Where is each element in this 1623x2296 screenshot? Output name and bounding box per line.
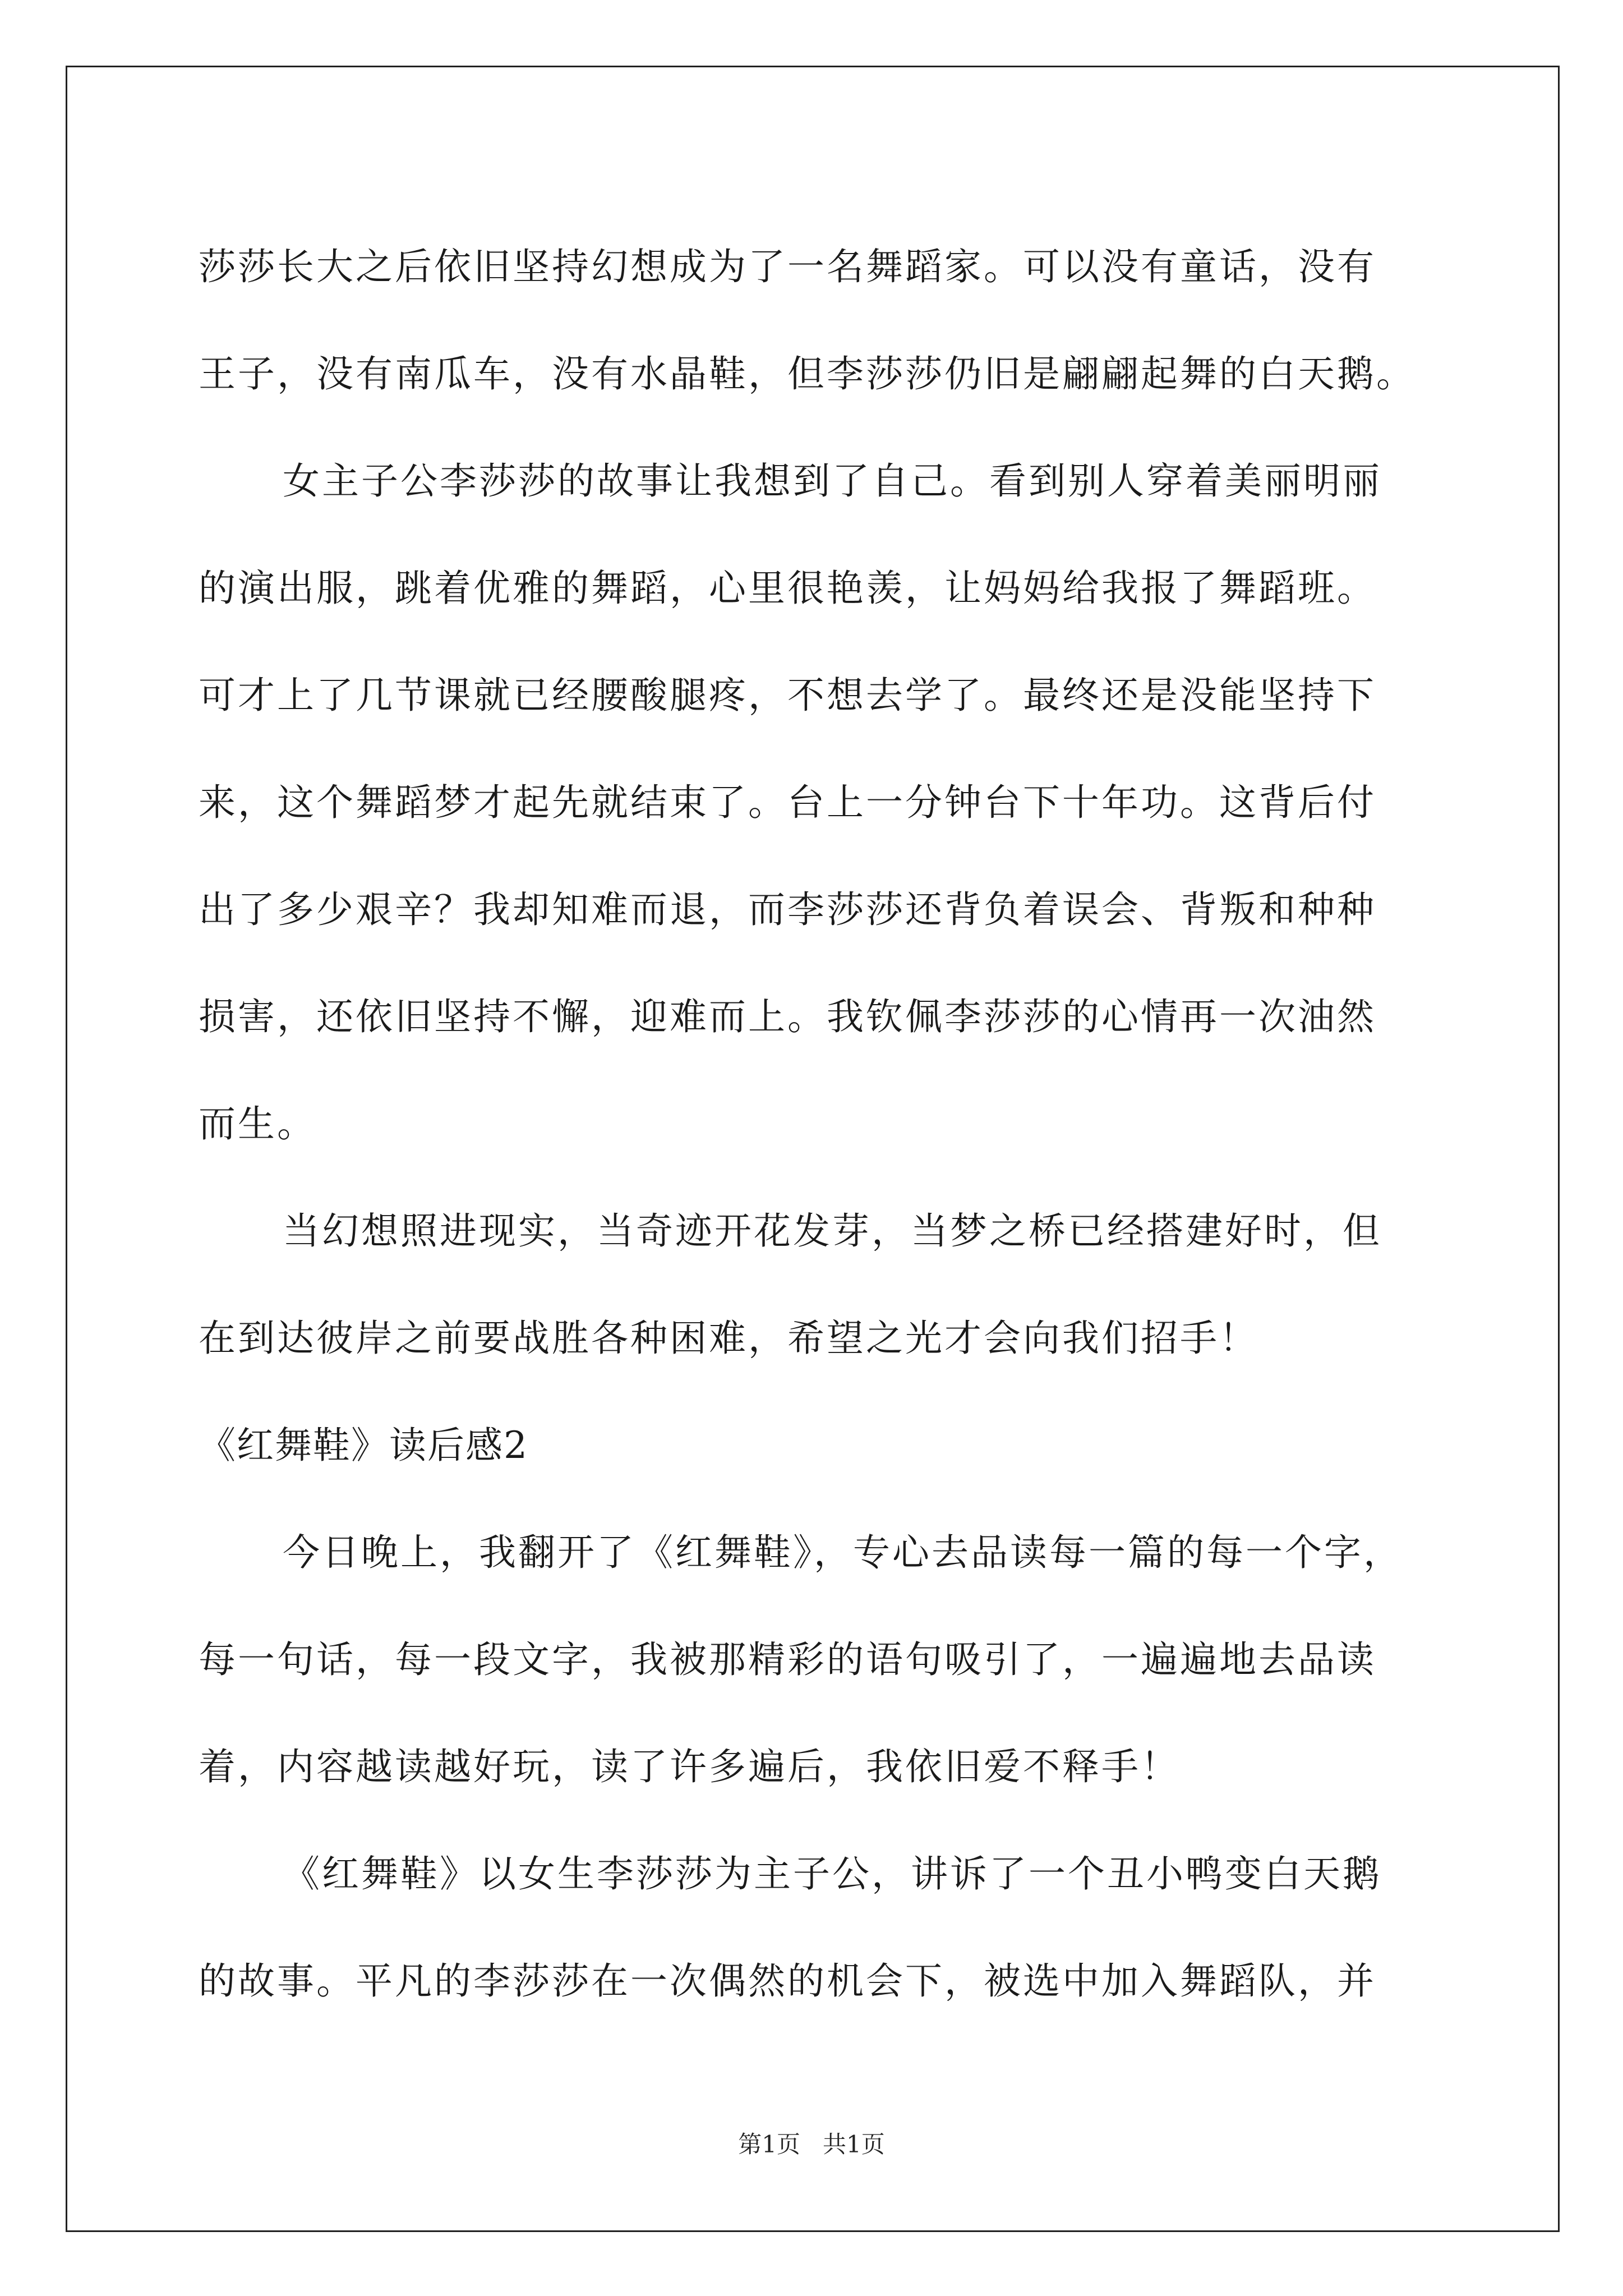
paragraph-start-line: 《红舞鞋》以女生李莎莎为主子公，讲诉了一个丑小鸭变白天鹅 bbox=[283, 1852, 1382, 1895]
page-footer bbox=[0, 2126, 1623, 2160]
text-line: 出了多少艰辛？我却知难而退，而李莎莎还背负着误会、背叛和种种 bbox=[199, 888, 1376, 931]
paragraph-start-line: 当幻想照进现实，当奇迹开花发芽，当梦之桥已经搭建好时，但 bbox=[283, 1209, 1382, 1253]
text-line: 来，这个舞蹈梦才起先就结束了。台上一分钟台下十年功。这背后付 bbox=[199, 781, 1376, 824]
paragraph-start-line: 女主子公李莎莎的故事让我想到了自己。看到别人穿着美丽明丽 bbox=[283, 459, 1382, 503]
document-body bbox=[199, 213, 1432, 2035]
page-number: 第1页 bbox=[738, 2131, 800, 2158]
text-line: 损害，还依旧坚持不懈，迎难而上。我钦佩李莎莎的心情再一次油然 bbox=[199, 995, 1376, 1038]
text-line: 的故事。平凡的李莎莎在一次偶然的机会下，被选中加入舞蹈队，并 bbox=[199, 1959, 1376, 2003]
paragraph-start-line: 今日晚上，我翻开了《红舞鞋》，专心去品读每一篇的每一个字， bbox=[283, 1531, 1403, 1574]
text-line: 在到达彼岸之前要战胜各种困难，希望之光才会向我们招手！ bbox=[199, 1317, 1258, 1360]
text-line: 而生。 bbox=[199, 1102, 316, 1145]
page-total: 共1页 bbox=[823, 2131, 885, 2158]
section-heading: 《红舞鞋》读后感2 bbox=[199, 1424, 528, 1467]
text-line: 王子，没有南瓜车，没有水晶鞋，但李莎莎仍旧是翩翩起舞的白天鹅。 bbox=[199, 352, 1415, 395]
text-line: 的演出服，跳着优雅的舞蹈，心里很艳羡，让妈妈给我报了舞蹈班。 bbox=[199, 567, 1376, 610]
text-line: 着，内容越读越好玩，读了许多遍后，我依旧爱不释手！ bbox=[199, 1745, 1180, 1788]
text-line: 每一句话，每一段文字，我被那精彩的语句吸引了，一遍遍地去品读 bbox=[199, 1638, 1376, 1681]
text-line: 莎莎长大之后依旧坚持幻想成为了一名舞蹈家。可以没有童话，没有 bbox=[199, 245, 1376, 288]
text-line: 可才上了几节课就已经腰酸腿疼，不想去学了。最终还是没能坚持下 bbox=[199, 674, 1376, 717]
